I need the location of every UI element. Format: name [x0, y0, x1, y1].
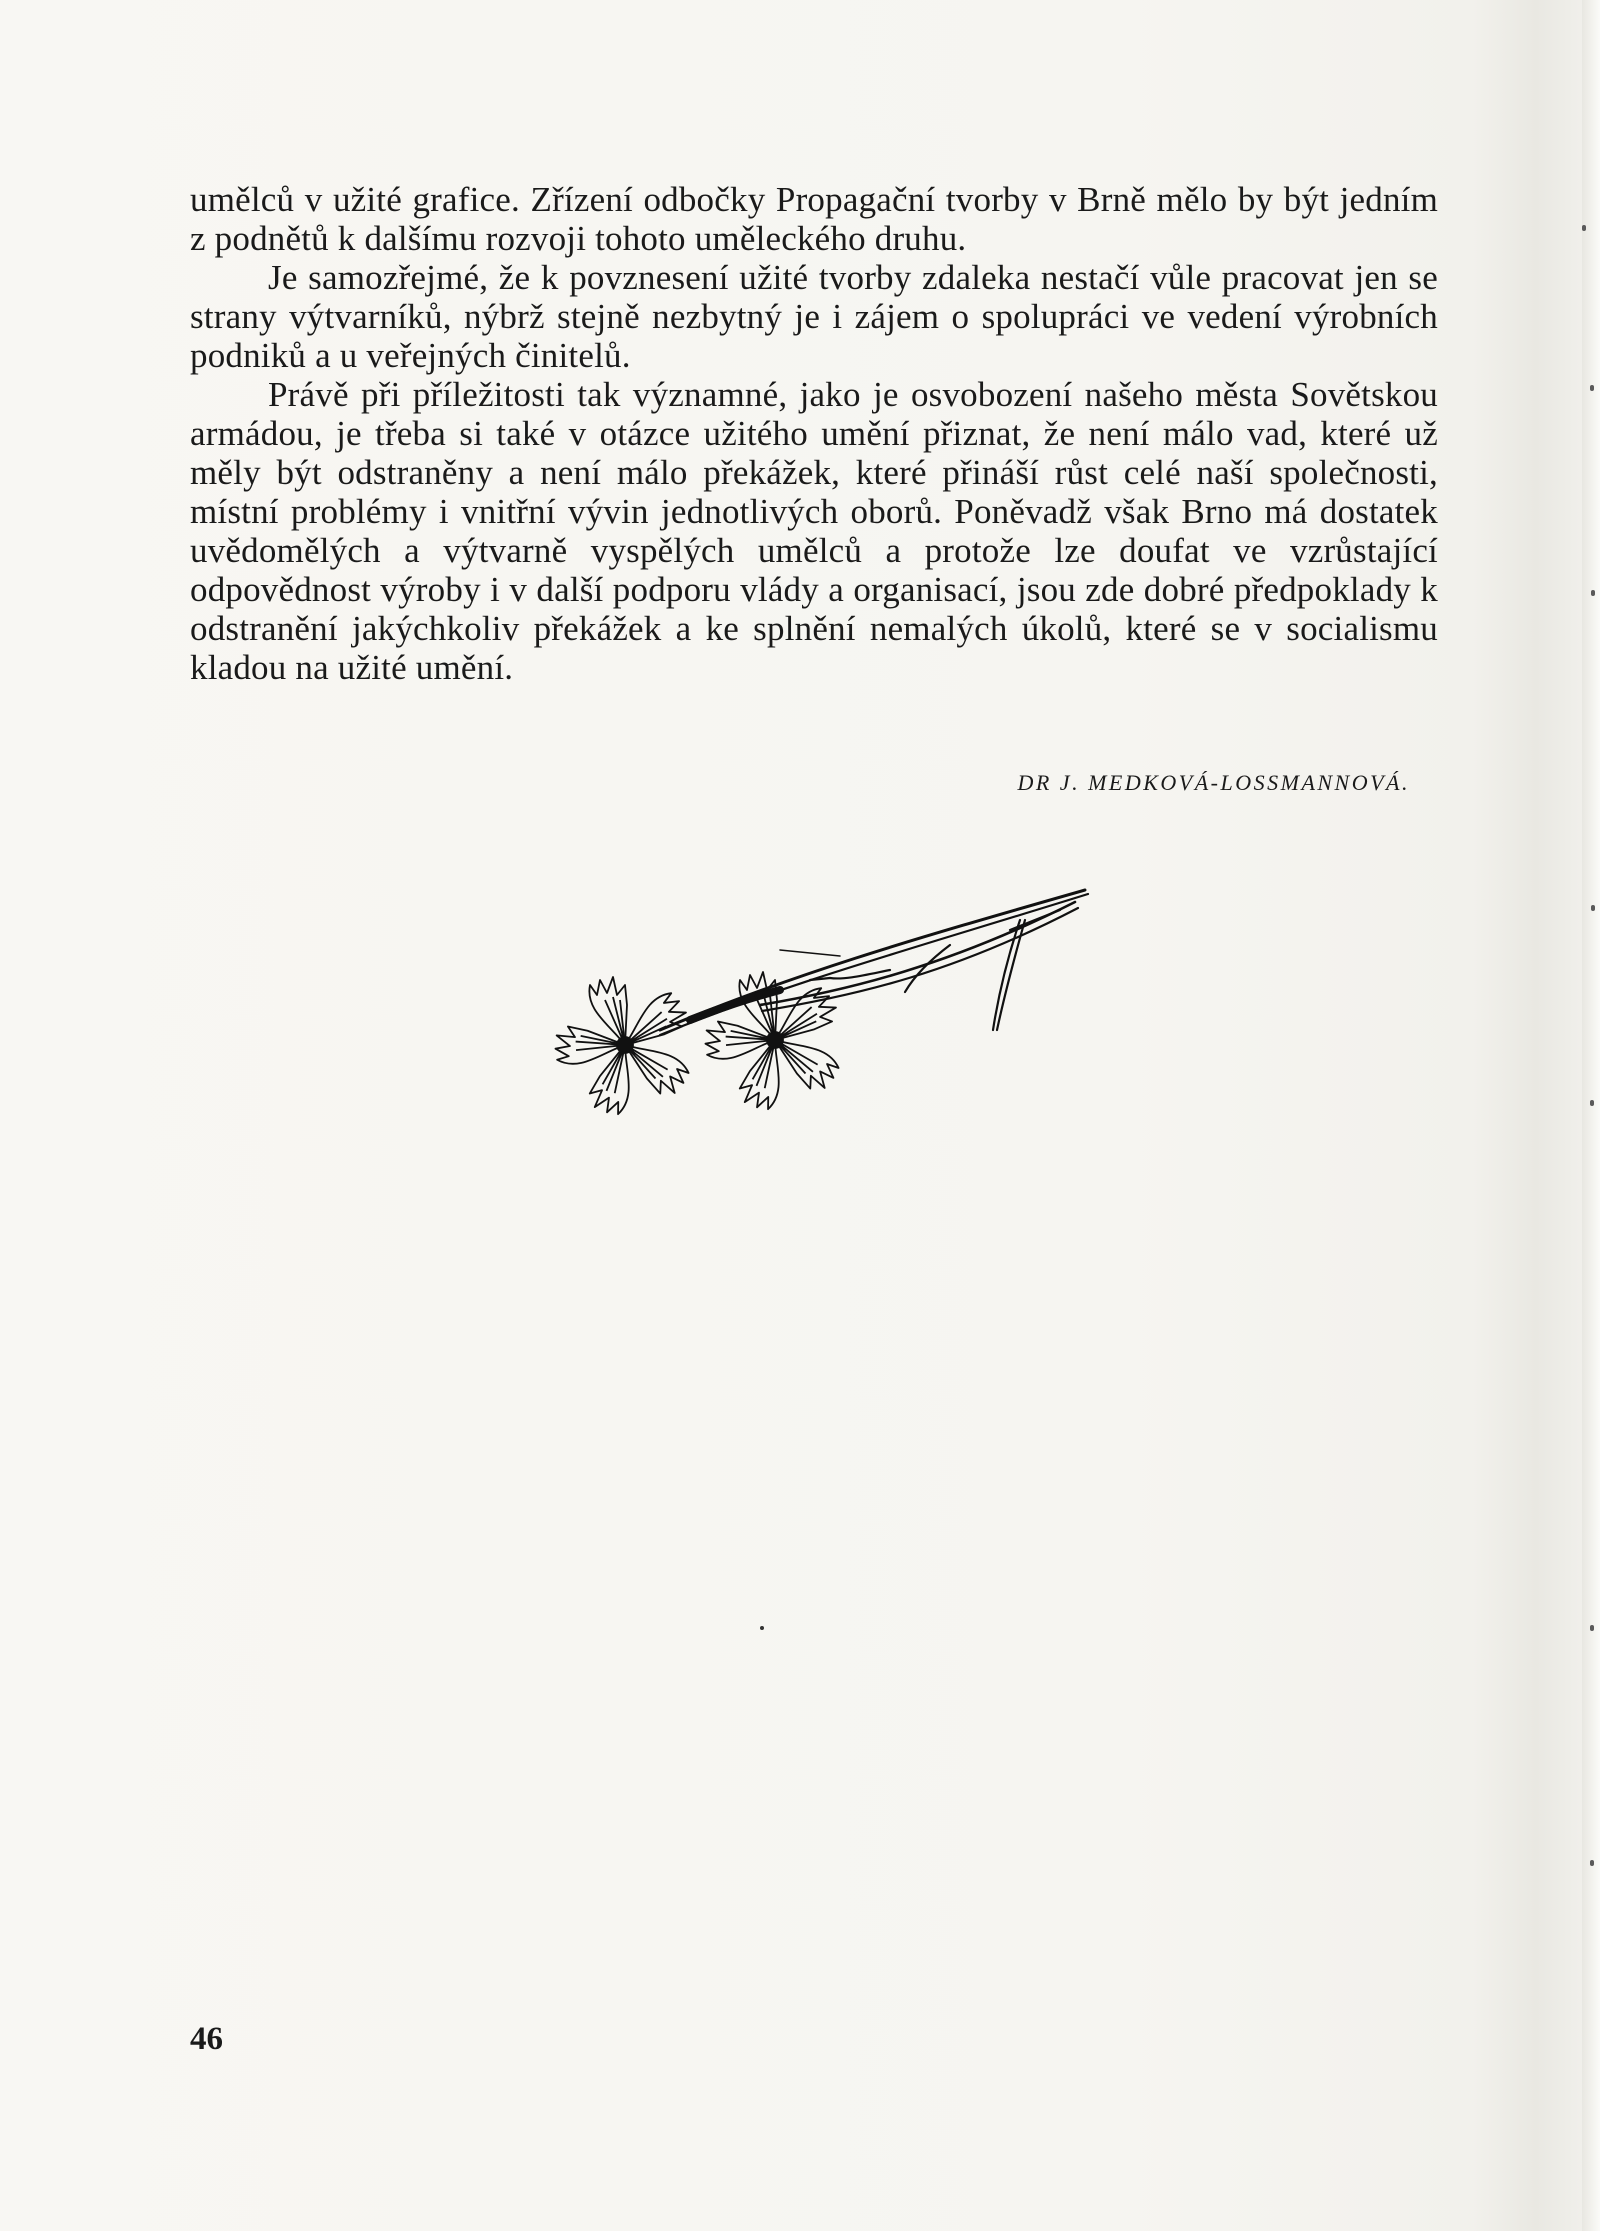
author-signature: DR J. MEDKOVÁ-LOSSMANNOVÁ. [1017, 770, 1410, 795]
page-binding-edge [1582, 0, 1600, 2231]
edge-speck [1590, 1860, 1594, 1866]
edge-speck [1582, 225, 1586, 231]
paragraph-liberation: Právě při příležitosti tak významné, jako je osvobození našeho města Sovětskou armádou, je třeba si také v otázce užitého umění přiznat, že není málo vad, které už měly být odstraněny a není málo překážek, které přináší růst celé naší společnosti, místní problémy i vnitřní vývin jednotlivých oborů. Poněvadž však Brno má dostatek uvědomělých a výtvarně vyspělých umělců a protože lze doufat ve vzrůstající odpovědnost výroby i v další podporu vlády a organisací, jsou zde dobré předpoklady k odstranění jakýchkoliv překážek a ke splnění nemalých úkolů, které se v socialismu kladou na užité umění. [190, 375, 1438, 687]
paragraph-continuation: umělců v užité grafice. Zřízení odbočky Propagační tvorby v Brně mělo by být jedním z podnětů k dalšímu rozvoji tohoto uměleckého druhu. [190, 180, 1438, 258]
edge-speck [1590, 1625, 1594, 1631]
edge-speck [1591, 590, 1595, 596]
carnation-flower-icon [530, 880, 1100, 1170]
article-text [190, 180, 1438, 687]
edge-speck [1590, 1100, 1594, 1106]
paragraph-cooperation: Je samozřejmé, že k povznesení užité tvorby zdaleka nestačí vůle pracovat jen se strany výtvarníků, nýbrž stejně nezbytný je i zájem o spolupráci ve vedení výrobních podniků a u veřejných činitelů. [190, 258, 1438, 375]
page-number: 46 [190, 2021, 223, 2057]
edge-speck [1590, 385, 1594, 391]
stray-dot [760, 1626, 764, 1630]
edge-speck [1591, 905, 1595, 911]
